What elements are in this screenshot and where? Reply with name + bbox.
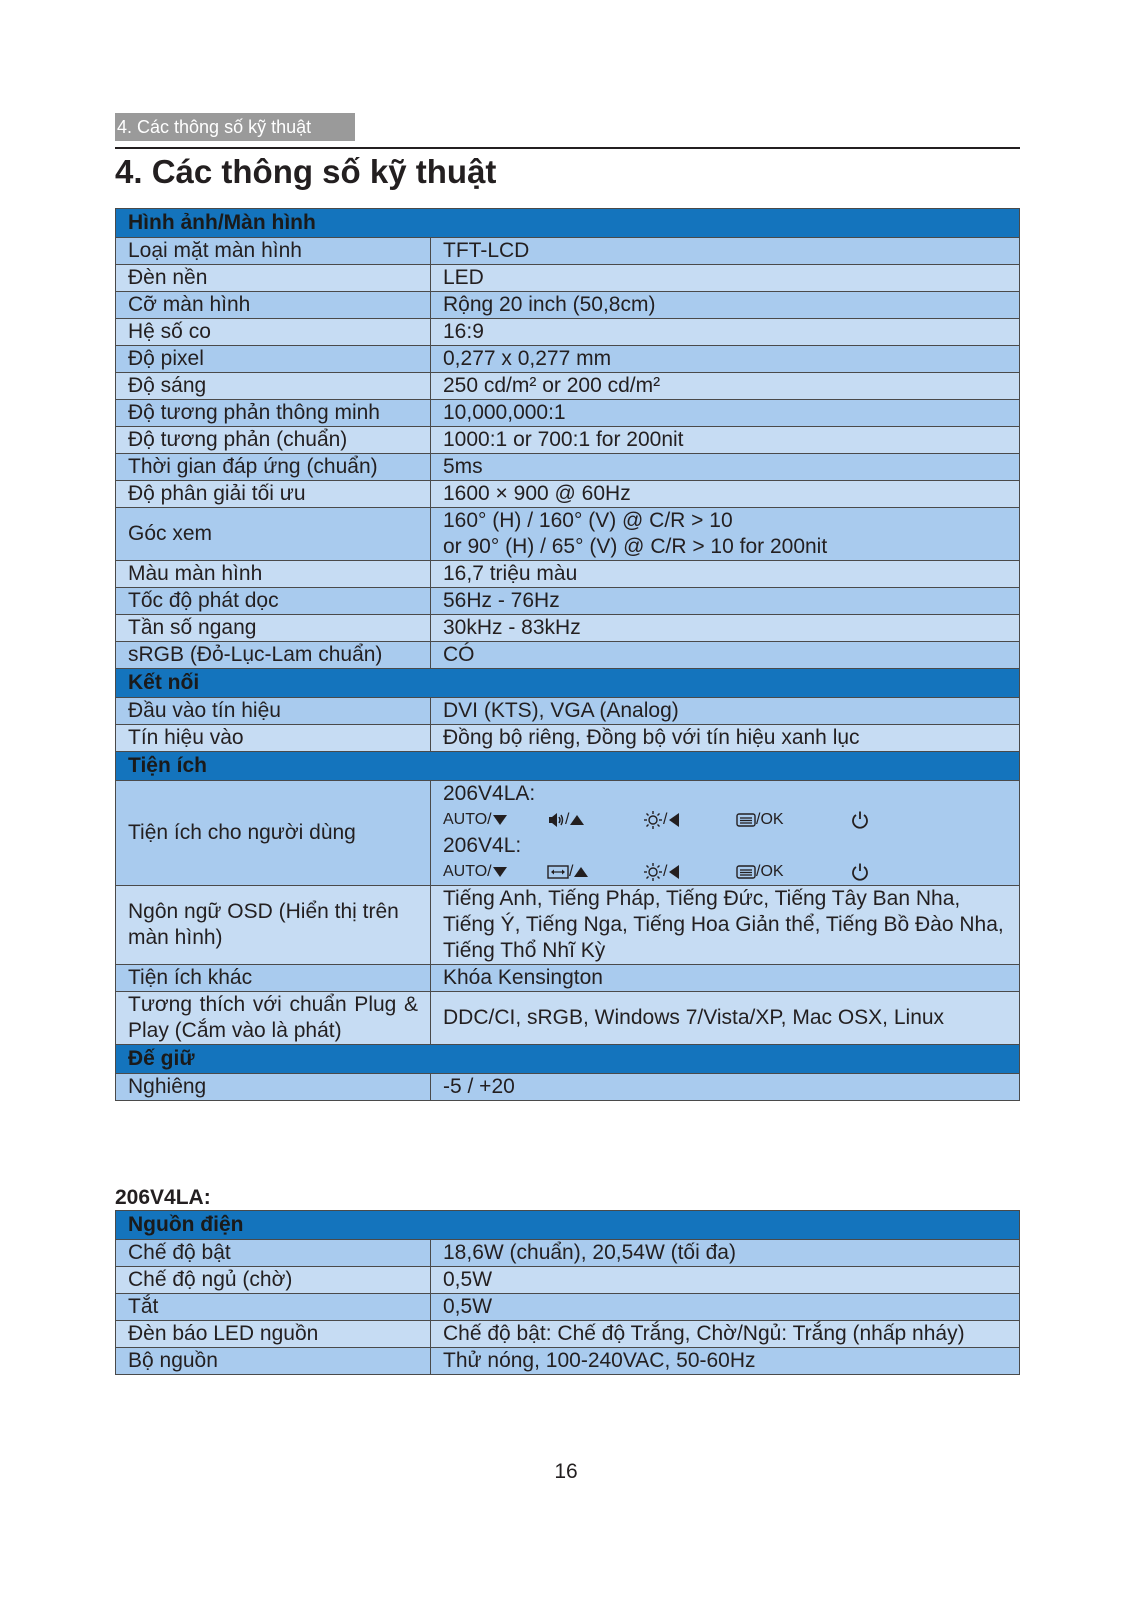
spec-value: 160° (H) / 160° (V) @ C/R > 10 or 90° (H) / 65° (V) @ C/R > 10 for 200nit [431, 508, 1020, 561]
table-row [116, 965, 1020, 992]
section-title: Tiện ích [116, 752, 1020, 781]
spec-label: Chế độ ngủ (chờ) [116, 1267, 431, 1294]
section-title: Đế giữ [116, 1045, 1020, 1074]
table-row [116, 454, 1020, 481]
table-row [116, 346, 1020, 373]
table-row [116, 238, 1020, 265]
page-title: 4. Các thông số kỹ thuật [115, 153, 497, 190]
spec-label: Tiện ích khác [116, 965, 431, 992]
model-b-label: 206V4L: [443, 834, 522, 857]
spec-value: DVI (KTS), VGA (Analog) [431, 698, 1020, 725]
spec-label: Màu màn hình [116, 561, 431, 588]
spec-value: 30kHz - 83kHz [431, 615, 1020, 642]
spec-label: Tần số ngang [116, 615, 431, 642]
table-row [116, 725, 1020, 752]
spec-value: Rộng 20 inch (50,8cm) [431, 292, 1020, 319]
user-utility-cell [431, 781, 1020, 886]
spec-value: 16:9 [431, 319, 1020, 346]
table-row [116, 561, 1020, 588]
table-row [116, 373, 1020, 400]
model-a-label: 206V4LA: [443, 782, 536, 805]
up-triangle-icon [569, 813, 585, 827]
spec-value: -5 / +20 [431, 1074, 1020, 1101]
section-header-power [116, 1211, 1020, 1240]
table-row [116, 481, 1020, 508]
spec-label: Hệ số co [116, 319, 431, 346]
ok-label: OK [760, 863, 784, 880]
table-row [116, 642, 1020, 669]
table-row [116, 1074, 1020, 1101]
aspect-ratio-icon [547, 864, 569, 880]
spec-value: Thử nóng, 100-240VAC, 50-60Hz [431, 1348, 1020, 1375]
spec-label: Độ tương phản (chuẩn) [116, 427, 431, 454]
spec-value: 0,277 x 0,277 mm [431, 346, 1020, 373]
spec-value: 1000:1 or 700:1 for 200nit [431, 427, 1020, 454]
table-row [116, 1240, 1020, 1267]
spec-value: Đồng bộ riêng, Đồng bộ với tín hiệu xanh lục [431, 725, 1020, 752]
table-row [116, 292, 1020, 319]
section-title: Hình ảnh/Màn hình [116, 209, 1020, 238]
auto-label: AUTO [443, 811, 488, 828]
spec-label: Nghiêng [116, 1074, 431, 1101]
table-row [116, 992, 1020, 1045]
spec-label: Tắt [116, 1294, 431, 1321]
table-row [116, 1348, 1020, 1375]
spec-label: Thời gian đáp ứng (chuẩn) [116, 454, 431, 481]
table-row [116, 1267, 1020, 1294]
spec-value: 1600 × 900 @ 60Hz [431, 481, 1020, 508]
spec-label: Bộ nguồn [116, 1348, 431, 1375]
controls-model-b: AUTO / / / / OK [443, 859, 1007, 885]
up-triangle-icon [573, 865, 589, 879]
table-row [116, 588, 1020, 615]
spec-value: 0,5W [431, 1267, 1020, 1294]
ok-label: OK [760, 811, 784, 828]
spec-value: 10,000,000:1 [431, 400, 1020, 427]
spec-value: Khóa Kensington [431, 965, 1020, 992]
header-rule [115, 147, 1020, 149]
table-row [116, 319, 1020, 346]
spec-label: Góc xem [116, 508, 431, 561]
left-triangle-icon [667, 864, 681, 880]
spec-label: Độ sáng [116, 373, 431, 400]
down-triangle-icon [492, 813, 508, 827]
spec-label: Tương thích với chuẩn Plug & Play (Cắm vào là phát) [116, 992, 431, 1045]
spec-value: CÓ [431, 642, 1020, 669]
controls-model-a: AUTO / / / / OK [443, 807, 1007, 833]
spec-label: sRGB (Đỏ-Lục-Lam chuẩn) [116, 642, 431, 669]
section-header-stand [116, 1045, 1020, 1074]
table-row [116, 886, 1020, 965]
spec-label: Tín hiệu vào [116, 725, 431, 752]
down-triangle-icon [492, 865, 508, 879]
spec-table [115, 208, 1020, 1101]
power-icon [850, 810, 870, 830]
spec-label: Độ phân giải tối ưu [116, 481, 431, 508]
spec-value: 56Hz - 76Hz [431, 588, 1020, 615]
table-row [116, 400, 1020, 427]
section-title: Kết nối [116, 669, 1020, 698]
brightness-icon [643, 862, 663, 882]
spec-label: Tiện ích cho người dùng [116, 781, 431, 886]
table-row [116, 615, 1020, 642]
spec-label: Đầu vào tín hiệu [116, 698, 431, 725]
spec-label: Cỡ màn hình [116, 292, 431, 319]
table-row [116, 698, 1020, 725]
auto-label: AUTO [443, 863, 488, 880]
section-header-connect [116, 669, 1020, 698]
table-row [116, 265, 1020, 292]
spec-value: Chế độ bật: Chế độ Trắng, Chờ/Ngủ: Trắng (nhấp nháy) [431, 1321, 1020, 1348]
section-tag: 4. Các thông số kỹ thuật [115, 113, 355, 141]
spec-label: Đèn nền [116, 265, 431, 292]
spec-label: Loại mặt màn hình [116, 238, 431, 265]
volume-icon [547, 812, 565, 828]
table-row [116, 508, 1020, 561]
spec-label: Tốc độ phát dọc [116, 588, 431, 615]
spec-value: 250 cd/m² or 200 cd/m² [431, 373, 1020, 400]
spec-value: 16,7 triệu màu [431, 561, 1020, 588]
menu-icon [736, 864, 756, 880]
brightness-icon [643, 810, 663, 830]
page-number: 16 [554, 1460, 578, 1483]
table-row [116, 1294, 1020, 1321]
spec-value: 18,6W (chuẩn), 20,54W (tối đa) [431, 1240, 1020, 1267]
section-header-image [116, 209, 1020, 238]
section-header-utility [116, 752, 1020, 781]
table-row [116, 427, 1020, 454]
power-icon [850, 862, 870, 882]
power-table [115, 1210, 1020, 1375]
table-row-user-utility [116, 781, 1020, 886]
section-title: Nguồn điện [116, 1211, 1020, 1240]
left-triangle-icon [667, 812, 681, 828]
model-label: 206V4LA: [115, 1186, 211, 1209]
spec-label: Ngôn ngữ OSD (Hiển thị trên màn hình) [116, 886, 431, 965]
spec-value: LED [431, 265, 1020, 292]
menu-icon [736, 812, 756, 828]
spec-value: Tiếng Anh, Tiếng Pháp, Tiếng Đức, Tiếng Tây Ban Nha, Tiếng Ý, Tiếng Nga, Tiếng Hoa Giản thể, Tiếng Bồ Đào Nha, Tiếng Thổ Nhĩ Kỳ [431, 886, 1020, 965]
spec-value: DDC/CI, sRGB, Windows 7/Vista/XP, Mac OSX, Linux [431, 992, 1020, 1045]
spec-label: Độ tương phản thông minh [116, 400, 431, 427]
spec-label: Độ pixel [116, 346, 431, 373]
spec-value: 5ms [431, 454, 1020, 481]
spec-value: 0,5W [431, 1294, 1020, 1321]
spec-label: Chế độ bật [116, 1240, 431, 1267]
spec-label: Đèn báo LED nguồn [116, 1321, 431, 1348]
table-row [116, 1321, 1020, 1348]
spec-value: TFT-LCD [431, 238, 1020, 265]
